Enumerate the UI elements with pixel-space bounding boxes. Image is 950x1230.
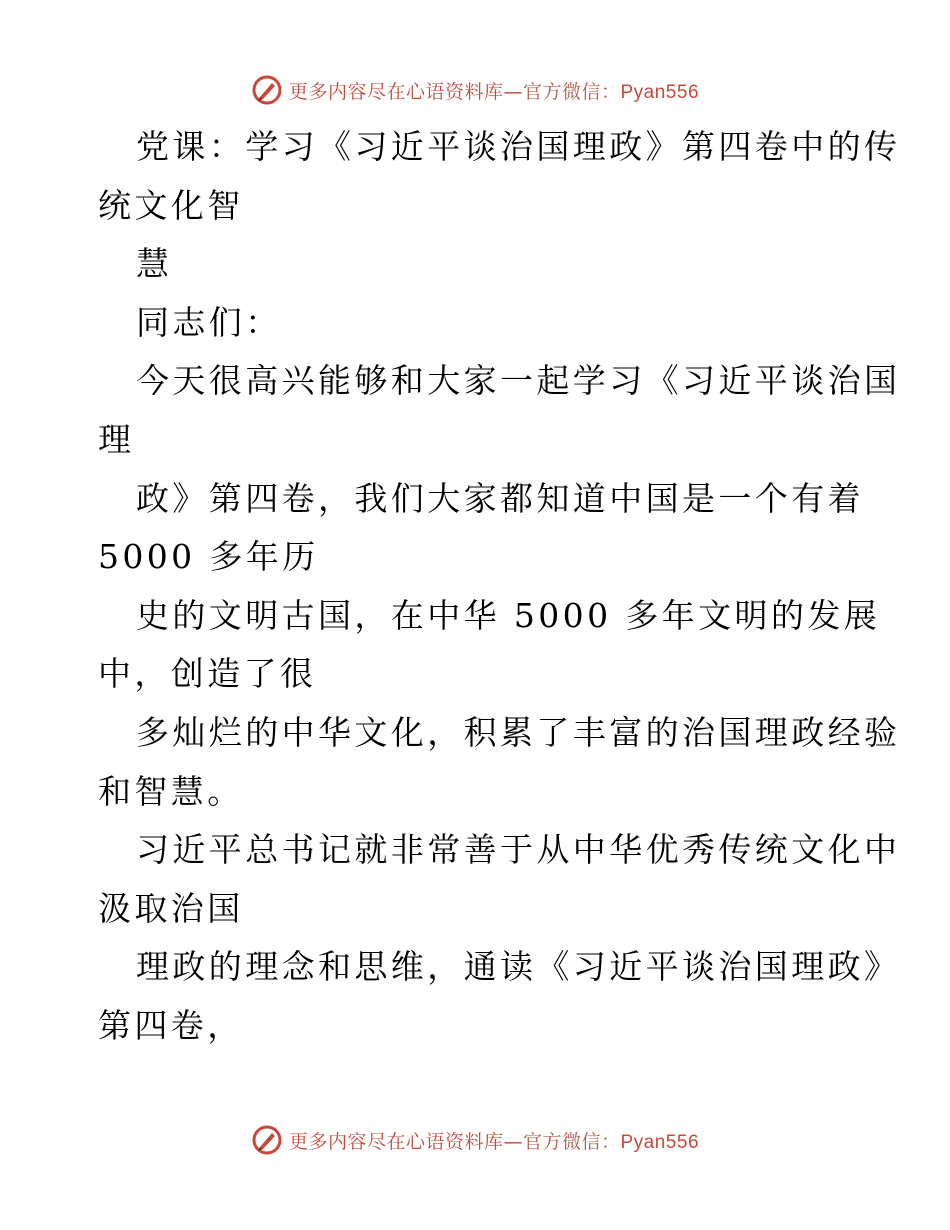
text-line: 理 [98,419,135,459]
footer-separator: — [503,1130,523,1153]
text-line: 同志们： [136,302,282,342]
text-line: 统文化智 [98,185,244,225]
footer-wechat-label: 官方微信： [522,1130,621,1153]
header-banner-text [289,77,699,104]
footer-title: 更多内容尽在心语资料库 [288,1130,504,1153]
text-line: 理政的理念和思维，通读《习近平谈治国理政》 [136,947,901,987]
header-banner [0,70,950,110]
text-line: 今天很高兴能够和大家一起学习《习近平谈治国 [136,361,901,401]
header-wechat-id: Pyan556 [620,81,700,103]
pen-logo-icon [251,74,283,106]
footer-banner [0,1120,950,1160]
pen-logo-icon [251,1124,283,1156]
text-line: 5000 多年历 [98,537,319,577]
footer-banner-text [289,1127,699,1154]
footer-wechat-id: Pyan556 [620,1131,700,1153]
text-line: 习近平总书记就非常善于从中华优秀传统文化中 [136,830,901,870]
header-title: 更多内容尽在心语资料库 [288,80,504,103]
document-body [98,118,901,1056]
text-line: 和智慧。 [98,771,244,811]
text-line: 党课：学习《习近平谈治国理政》第四卷中的传 [136,127,901,166]
text-line: 多灿烂的中华文化，积累了丰富的治国理政经验 [136,712,901,752]
text-line: 第四卷， [98,1005,244,1045]
header-separator: — [503,80,523,103]
text-line: 中，创造了很 [98,654,317,694]
header-wechat-label: 官方微信： [522,80,621,103]
text-line: 汲取治国 [98,888,244,928]
text-line: 慧 [136,244,173,284]
text-line: 政》第四卷，我们大家都知道中国是一个有着 [136,478,864,518]
text-line: 史的文明古国，在中华 5000 多年文明的发展 [136,595,881,635]
